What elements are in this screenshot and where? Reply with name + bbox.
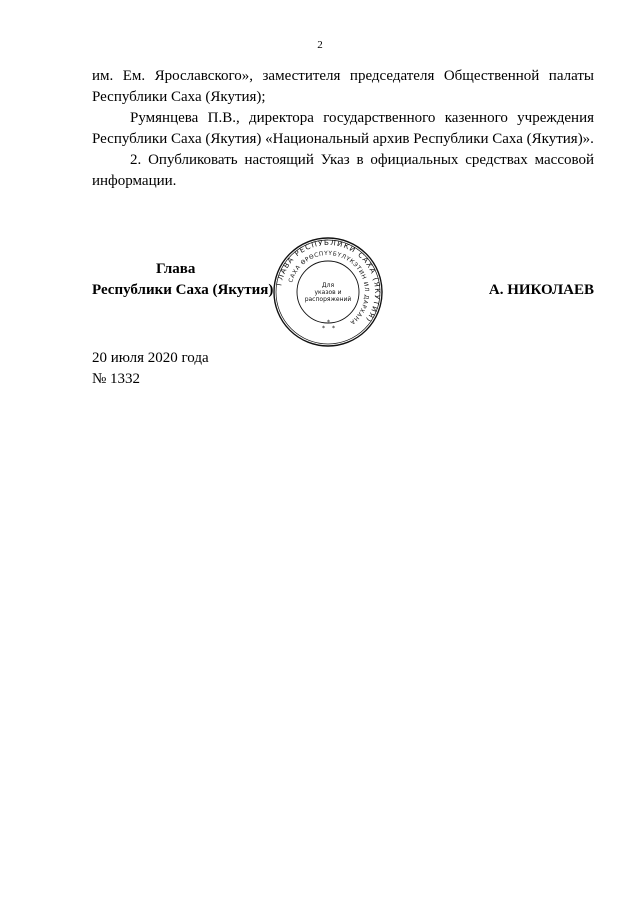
signatory-title-line1: Глава — [156, 261, 196, 277]
stamp-star-icon: * — [322, 325, 325, 332]
signatory-name: А. НИКОЛАЕВ — [488, 282, 594, 298]
document-date: 20 июля 2020 года — [92, 350, 209, 366]
stamp-center-line3: распоряжений — [304, 296, 352, 303]
document-date-block — [92, 348, 209, 390]
stamp-center-line2: указов и — [314, 289, 342, 296]
page-number: 2 — [317, 39, 323, 51]
signatory-title — [92, 259, 273, 301]
body-paragraph-1: им. Ем. Ярославского», заместителя председателя Общественной палаты Республики Саха (Якутия); — [92, 68, 594, 105]
body-paragraph-3: 2. Опубликовать настоящий Указ в официальных средствах массовой информации. — [92, 152, 594, 189]
stamp-star-icon: * — [327, 319, 330, 326]
signatory-title-line2: Республики Саха (Якутия) — [92, 282, 274, 298]
document-body — [92, 66, 594, 192]
stamp-inner-text: САХА ӨРӨСПҮҮБҮЛҮКЭТИН ИЛ ДАРХАНА — [288, 250, 370, 326]
stamp-star-icon: * — [332, 325, 335, 332]
document-number: № 1332 — [92, 371, 141, 387]
stamp-center-line1: Для — [321, 282, 335, 289]
official-seal-stamp — [272, 236, 384, 348]
stamp-outer-text: ГЛАВА РЕСПУБЛИКИ САХА (ЯКУТИЯ) — [274, 237, 383, 325]
body-paragraph-2: Румянцева П.В., директора государственного казенного учреждения Республики Саха (Якутия) «Национальный архив Республики Саха (Якутия)». — [92, 110, 594, 147]
